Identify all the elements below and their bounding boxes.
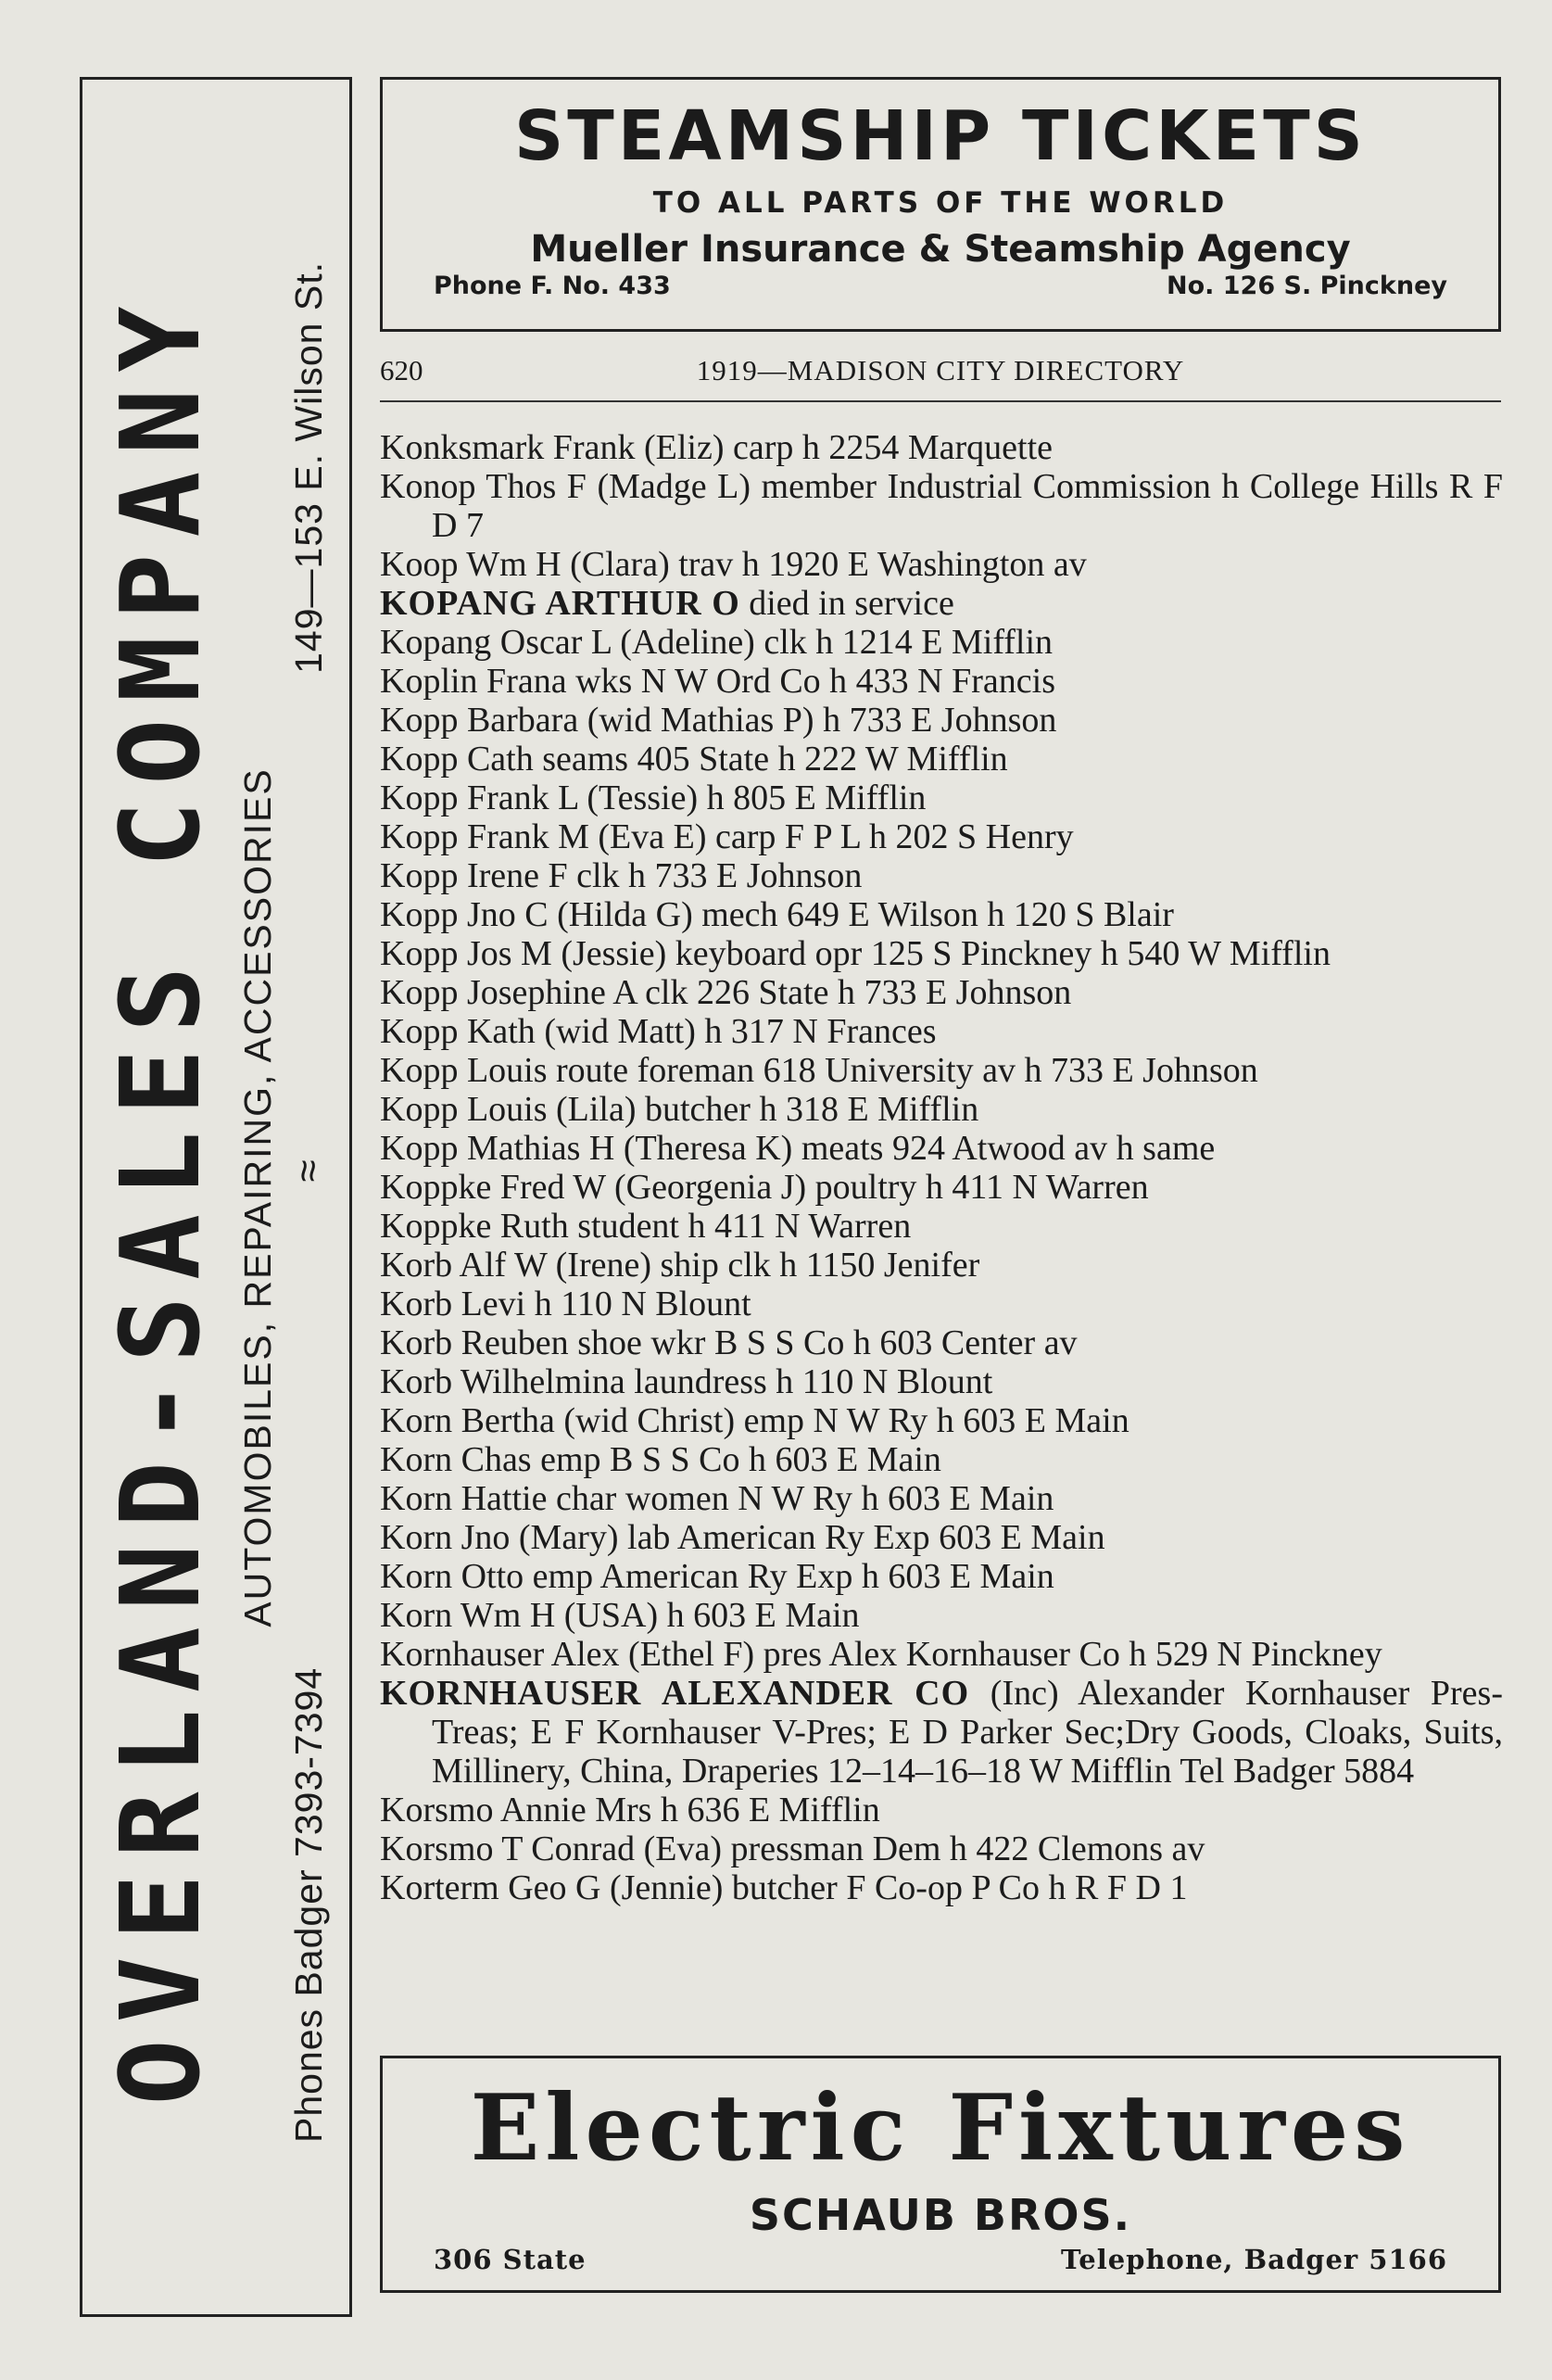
directory-entry — [380, 584, 1503, 623]
entry-name: Kopang Oscar L — [380, 623, 612, 662]
side-ad-separator: ≈ — [285, 1158, 331, 1182]
entry-name: Kopp Kath — [380, 1012, 536, 1051]
bottom-ad-address: 306 State — [434, 2244, 587, 2275]
directory-entry — [380, 934, 1503, 973]
running-title: 1919—MADISON CITY DIRECTORY — [696, 354, 1185, 386]
entry-details: clk 226 State h 733 E Johnson — [636, 973, 1072, 1012]
entry-name: Koplin Frana — [380, 662, 567, 701]
directory-entry — [380, 1012, 1503, 1051]
directory-entry — [380, 973, 1503, 1012]
directory-entry — [380, 740, 1503, 779]
entry-name: Korn Jno — [380, 1518, 511, 1557]
entry-name: KOPANG ARTHUR O — [380, 584, 740, 623]
directory-entry — [380, 1168, 1503, 1207]
entry-details: emp American Ry Exp h 603 E Main — [524, 1557, 1054, 1596]
directory-entry — [380, 1557, 1503, 1596]
entry-name: Kopp Frank L — [380, 779, 578, 817]
top-ad-company: Mueller Insurance & Steamship Agency — [530, 228, 1351, 271]
entry-name: Kopp Frank M — [380, 817, 589, 856]
entry-name: Kopp Louis — [380, 1051, 548, 1090]
side-ad-company-name: OVERLAND-SALES COMPANY — [96, 289, 224, 2105]
entry-name: Korb Wilhelmina — [380, 1362, 625, 1401]
directory-entry — [380, 895, 1503, 934]
entry-details: (Tessie) h 805 E Mifflin — [577, 779, 927, 817]
entry-name: Kopp Mathias H — [380, 1129, 615, 1168]
entry-details: (wid Christ) emp N W Ry h 603 E Main — [554, 1401, 1129, 1440]
bottom-ad-headline: Electric Fixtures — [470, 2075, 1411, 2182]
directory-entry — [380, 1362, 1503, 1401]
entry-details: (Lila) butcher h 318 E Mifflin — [547, 1090, 979, 1129]
electric-fixtures-ad — [380, 2056, 1501, 2293]
entry-name: Kopp Jos M — [380, 934, 552, 973]
side-ad-rotated-content — [95, 104, 336, 2291]
directory-entry — [380, 1791, 1503, 1829]
entry-name: Kopp Louis — [380, 1090, 548, 1129]
directory-entry — [380, 1829, 1503, 1868]
directory-entry — [380, 856, 1503, 895]
top-ad-address: No. 126 S. Pinckney — [1166, 272, 1447, 300]
entry-details: (Hilda G) mech 649 E Wilson h 120 S Blair — [548, 895, 1174, 934]
directory-entry — [380, 701, 1503, 740]
entry-details: (USA) h 603 E Main — [555, 1596, 860, 1635]
page-number: 620 — [380, 354, 423, 386]
directory-entry — [380, 1440, 1503, 1479]
directory-entry — [380, 779, 1503, 817]
entry-details: student h 411 N Warren — [568, 1207, 912, 1246]
directory-entry — [380, 662, 1503, 701]
directory-entry — [380, 467, 1503, 545]
entry-details: route foreman 618 University av h 733 E Johnson — [547, 1051, 1258, 1090]
entry-name: Kopp Josephine A — [380, 973, 637, 1012]
directory-entry — [380, 1246, 1503, 1285]
directory-entry — [380, 428, 1503, 467]
entry-name: Kopp Irene F — [380, 856, 568, 895]
entry-details: shoe wkr B S S Co h 603 Center av — [568, 1323, 1078, 1362]
steamship-tickets-ad — [380, 77, 1501, 332]
directory-entry — [380, 1090, 1503, 1129]
directory-entry — [380, 1596, 1503, 1635]
entry-details: char women N W Ry h 603 E Main — [547, 1479, 1054, 1518]
entry-name: Koop Wm H — [380, 545, 561, 584]
bottom-ad-phone: Telephone, Badger 5166 — [1061, 2244, 1447, 2275]
entry-name: Korb Levi — [380, 1285, 526, 1323]
entry-name: Korb Alf W — [380, 1246, 548, 1285]
side-ad-services: AUTOMOBILES, REPAIRING, ACCESSORIES — [235, 766, 279, 1627]
entry-details: (Eliz) carp h 2254 Marquette — [635, 428, 1054, 467]
directory-entry — [380, 1479, 1503, 1518]
side-ad-phones: Phones Badger 7393-7394 — [286, 1666, 330, 2143]
top-ad-headline: STEAMSHIP TICKETS — [514, 96, 1367, 176]
entry-name: Kopp Barbara — [380, 701, 579, 740]
directory-entry — [380, 1129, 1503, 1168]
entry-name: Korsmo Annie — [380, 1791, 587, 1829]
entry-details: (Ethel F) pres Alex Kornhauser Co h 529 N Pinckney — [619, 1635, 1382, 1674]
directory-entry — [380, 1868, 1503, 1907]
entry-details: (Georgenia J) poultry h 411 N Warren — [605, 1168, 1149, 1207]
entry-details: (Jennie) butcher F Co-op P Co h R F D 1 — [600, 1868, 1188, 1907]
entry-name: Korn Wm H — [380, 1596, 556, 1635]
entry-details: (Theresa K) meats 924 Atwood av h same — [614, 1129, 1216, 1168]
entry-name: Kopp Cath — [380, 740, 534, 779]
entry-name: Korb Reuben — [380, 1323, 569, 1362]
entry-details: wks N W Ord Co h 433 N Francis — [566, 662, 1055, 701]
entry-details: (Eva E) carp F P L h 202 S Henry — [588, 817, 1074, 856]
header-rule — [380, 400, 1501, 402]
entry-details: h 110 N Blount — [525, 1285, 751, 1323]
entry-details: Mrs h 636 E Mifflin — [586, 1791, 880, 1829]
entry-details: emp B S S Co h 603 E Main — [531, 1440, 941, 1479]
top-ad-contact-row — [434, 272, 1447, 300]
side-ad-address: 149—153 E. Wilson St. — [286, 260, 330, 674]
top-ad-subline: TO ALL PARTS OF THE WORLD — [652, 186, 1229, 220]
entry-name: Konksmark Frank — [380, 428, 636, 467]
entry-details: seams 405 State h 222 W Mifflin — [533, 740, 1008, 779]
entry-details: (Eva) pressman Dem h 422 Clemons av — [635, 1829, 1205, 1868]
entry-name: Koppke Fred W — [380, 1168, 606, 1207]
directory-listing — [380, 428, 1503, 1907]
entry-name: Korterm Geo G — [380, 1868, 601, 1907]
entry-details: (Clara) trav h 1920 E Washington av — [561, 545, 1087, 584]
bottom-ad-contact-row — [434, 2244, 1447, 2275]
directory-entry — [380, 623, 1503, 662]
entry-name: KORNHAUSER ALEXANDER CO — [380, 1674, 970, 1713]
entry-details: laundress h 110 N Blount — [625, 1362, 993, 1401]
directory-entry — [380, 817, 1503, 856]
entry-details: (Mary) lab American Ry Exp 603 E Main — [510, 1518, 1105, 1557]
directory-entry — [380, 1518, 1503, 1557]
entry-details: (Adeline) clk h 1214 E Mifflin — [611, 623, 1054, 662]
entry-details: (Inc) Alexander Kornhauser Pres-Treas; E F Kornhauser V-Pres; E D Parker Sec;Dry Goods, Cloaks, Suits, Millinery, China, Draperies 12–14–16–18 W Mifflin Tel Badger 5884 — [432, 1674, 1503, 1791]
entry-name: Korsmo T Conrad — [380, 1829, 636, 1868]
entry-name: Korn Hattie — [380, 1479, 548, 1518]
directory-entry — [380, 1051, 1503, 1090]
entry-details: (wid Mathias P) h 733 E Johnson — [578, 701, 1057, 740]
entry-details: (Madge L) member Industrial Commission h College Hills R F D 7 — [432, 467, 1503, 545]
directory-entry — [380, 1674, 1503, 1791]
overland-sales-side-ad — [80, 77, 352, 2317]
directory-entry — [380, 1635, 1503, 1674]
bottom-ad-company: SCHAUB BROS. — [749, 2190, 1132, 2240]
entry-name: Korn Chas — [380, 1440, 532, 1479]
entry-details: (Irene) ship clk h 1150 Jenifer — [547, 1246, 980, 1285]
directory-entry — [380, 1401, 1503, 1440]
entry-name: Kopp Jno C — [380, 895, 549, 934]
entry-details: (wid Matt) h 317 N Frances — [535, 1012, 937, 1051]
side-ad-contact-line — [285, 104, 332, 2291]
entry-details: (Jessie) keyboard opr 125 S Pinckney h 540 W Mifflin — [551, 934, 1331, 973]
entry-name: Korn Otto — [380, 1557, 524, 1596]
entry-name: Korn Bertha — [380, 1401, 555, 1440]
entry-details: clk h 733 E Johnson — [567, 856, 863, 895]
directory-entry — [380, 1207, 1503, 1246]
entry-name: Koppke Ruth — [380, 1207, 569, 1246]
directory-entry — [380, 1323, 1503, 1362]
directory-entry — [380, 1285, 1503, 1323]
directory-entry — [380, 545, 1503, 584]
top-ad-phone: Phone F. No. 433 — [434, 272, 671, 300]
running-head — [380, 352, 1501, 399]
entry-name: Kornhauser Alex — [380, 1635, 620, 1674]
entry-name: Konop Thos F — [380, 467, 587, 506]
entry-details: died in service — [739, 584, 954, 623]
